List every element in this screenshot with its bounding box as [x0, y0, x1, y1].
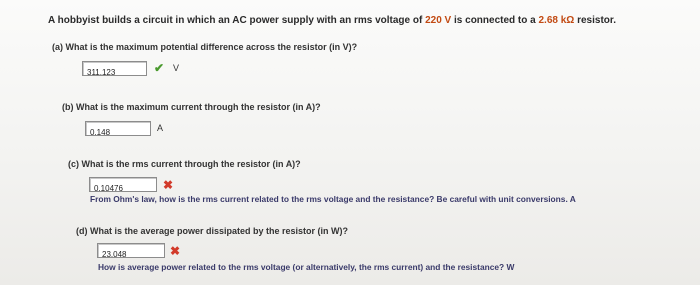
question-d: (d) What is the average power dissipated by the resistor (in W)? — [76, 226, 349, 236]
answer-input-b[interactable] — [86, 126, 150, 139]
unit-a: V — [173, 63, 180, 73]
hint-text-c: From Ohm's law, how is the rms current related to the rms voltage and the resistance? Be careful with unit conversions. — [90, 194, 568, 204]
problem-statement — [48, 15, 616, 26]
question-b: (b) What is the maximum current through the resistor (in A)? — [62, 102, 321, 112]
question-a: (a) What is the maximum potential difference across the resistor (in V)? — [52, 42, 358, 52]
answer-input-d[interactable] — [98, 248, 164, 261]
rms-voltage-value: 220 V — [425, 15, 452, 26]
answer-field-a[interactable] — [82, 61, 147, 76]
answer-field-d[interactable] — [97, 243, 165, 258]
cross-icon: ✖ — [170, 244, 181, 258]
hint-c — [90, 194, 576, 204]
intro-text-end: resistor. — [574, 15, 617, 26]
answer-field-b[interactable] — [85, 121, 151, 136]
intro-text-middle: is connected to a — [451, 15, 539, 26]
answer-input-a[interactable] — [83, 66, 146, 79]
resistance-value: 2.68 kΩ — [538, 15, 575, 26]
hint-unit-c: A — [569, 194, 576, 204]
hint-text-d: How is average power related to the rms voltage (or alternatively, the rms current) and the resistance? — [98, 262, 505, 272]
hint-d — [98, 262, 514, 272]
answer-field-c[interactable] — [89, 177, 157, 192]
cross-icon: ✖ — [163, 178, 174, 192]
question-c: (c) What is the rms current through the resistor (in A)? — [68, 159, 301, 169]
hint-unit-d: W — [506, 262, 515, 272]
check-icon: ✔ — [154, 61, 165, 75]
unit-b: A — [157, 123, 164, 133]
intro-text: A hobbyist builds a circuit in which an AC power supply with an rms voltage of — [48, 15, 426, 26]
